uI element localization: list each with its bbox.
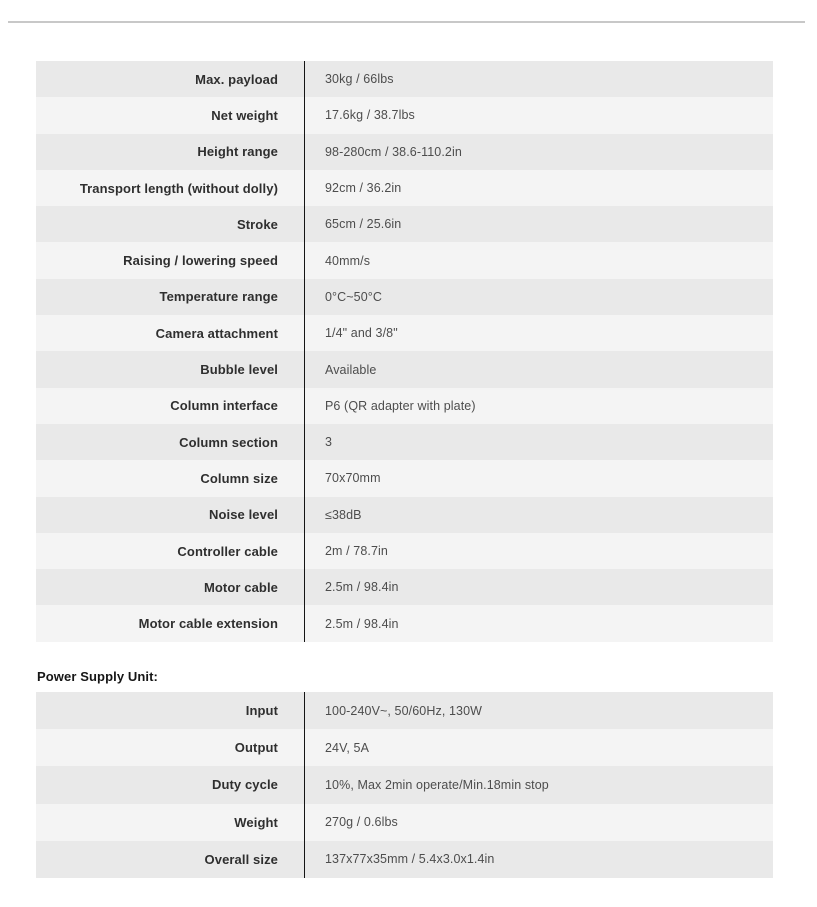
spec-row-label: Motor cable — [203, 579, 278, 595]
spec-row-label: Output — [234, 740, 278, 756]
spec-row-value: 0°C~50°C — [304, 279, 773, 315]
spec-row — [36, 804, 773, 841]
spec-row — [36, 729, 773, 766]
spec-row — [36, 134, 773, 170]
spec-row-label: Camera attachment — [155, 325, 278, 341]
spec-row-label: Temperature range — [159, 289, 278, 305]
spec-row-value: 2.5m / 98.4in — [304, 605, 773, 641]
spec-row — [36, 315, 773, 351]
spec-row-value: 10%, Max 2min operate/Min.18min stop — [304, 766, 773, 803]
spec-row-label: Weight — [234, 814, 278, 830]
spec-row — [36, 692, 773, 729]
spec-row-label: Input — [245, 703, 278, 719]
spec-row-value: 3 — [304, 424, 773, 460]
spec-row-value: P6 (QR adapter with plate) — [304, 388, 773, 424]
spec-row-label: Raising / lowering speed — [123, 253, 278, 269]
spec-row-value: 2.5m / 98.4in — [304, 569, 773, 605]
spec-row — [36, 61, 773, 97]
spec-row — [36, 388, 773, 424]
spec-row — [36, 170, 773, 206]
main-spec-table — [36, 61, 773, 642]
spec-row-label: Column size — [200, 470, 278, 486]
spec-row-value: 137x77x35mm / 5.4x3.0x1.4in — [304, 841, 773, 878]
spec-row — [36, 242, 773, 278]
spec-row — [36, 569, 773, 605]
spec-row-value: 65cm / 25.6in — [304, 206, 773, 242]
power-supply-heading: Power Supply Unit: — [37, 669, 158, 684]
spec-row-label: Max. payload — [195, 71, 278, 87]
spec-row-label: Motor cable extension — [138, 616, 278, 632]
spec-row — [36, 460, 773, 496]
spec-row-value: 2m / 78.7in — [304, 533, 773, 569]
spec-row — [36, 97, 773, 133]
top-divider — [8, 21, 805, 23]
spec-row — [36, 497, 773, 533]
spec-row-value: 1/4" and 3/8" — [304, 315, 773, 351]
spec-row-value: 30kg / 66lbs — [304, 61, 773, 97]
spec-row-value: ≤38dB — [304, 497, 773, 533]
spec-row-value: 92cm / 36.2in — [304, 170, 773, 206]
spec-row-value: 24V, 5A — [304, 729, 773, 766]
spec-row — [36, 533, 773, 569]
spec-row-label: Duty cycle — [211, 777, 278, 793]
spec-row-value: 17.6kg / 38.7lbs — [304, 97, 773, 133]
spec-row-label: Overall size — [204, 851, 278, 867]
spec-row — [36, 766, 773, 803]
spec-row-label: Transport length (without dolly) — [79, 180, 278, 196]
spec-row — [36, 351, 773, 387]
spec-row-label: Height range — [197, 144, 278, 160]
spec-row-value: 270g / 0.6lbs — [304, 804, 773, 841]
spec-row-label: Column interface — [170, 398, 278, 414]
spec-row-label: Controller cable — [177, 543, 278, 559]
spec-row-label: Column section — [179, 434, 278, 450]
spec-row-value: Available — [304, 351, 773, 387]
spec-row-label: Bubble level — [200, 362, 278, 378]
spec-row-value: 40mm/s — [304, 242, 773, 278]
spec-row-label: Net weight — [211, 107, 278, 123]
spec-row — [36, 841, 773, 878]
spec-row-value: 70x70mm — [304, 460, 773, 496]
spec-row-label: Stroke — [236, 216, 278, 232]
spec-row-value: 98-280cm / 38.6-110.2in — [304, 134, 773, 170]
spec-row — [36, 424, 773, 460]
spec-row-value: 100-240V~, 50/60Hz, 130W — [304, 692, 773, 729]
power-supply-table — [36, 692, 773, 878]
spec-row-label: Noise level — [208, 507, 278, 523]
spec-row — [36, 605, 773, 641]
spec-row — [36, 279, 773, 315]
spec-row — [36, 206, 773, 242]
